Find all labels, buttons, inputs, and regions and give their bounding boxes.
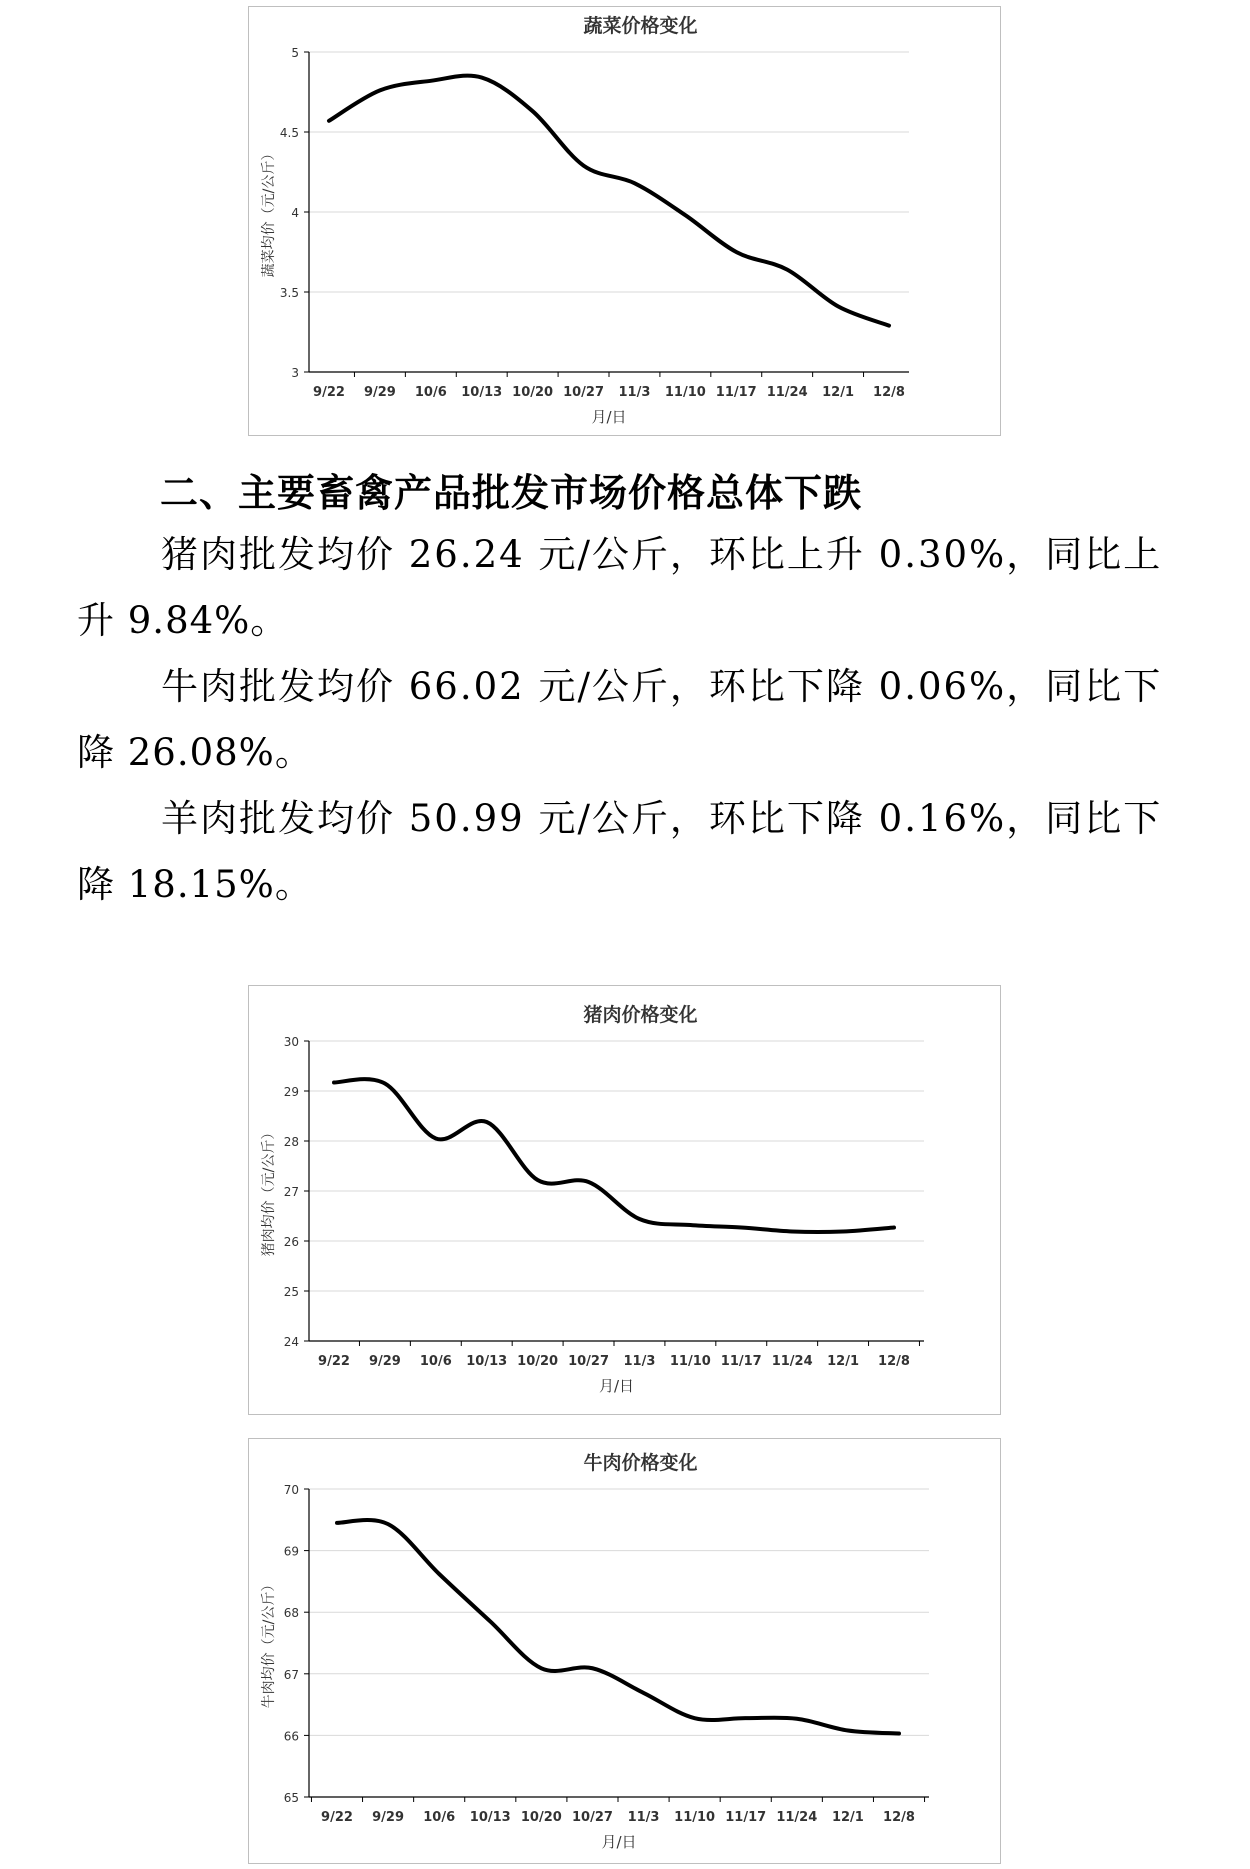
y-tick-label: 24 — [283, 1335, 299, 1349]
x-tick-label: 11/3 — [623, 1354, 656, 1369]
data-point — [683, 213, 687, 217]
vegetable-price-chart — [248, 6, 1001, 436]
x-axis-label: 月/日 — [591, 408, 627, 426]
x-tick-label: 9/22 — [321, 1810, 353, 1825]
x-tick-label: 10/6 — [423, 1810, 456, 1825]
pork-price-chart — [248, 985, 1001, 1415]
x-tick-label: 11/24 — [771, 1354, 813, 1369]
beef-paragraph-line1: 牛肉批发均价 66.02 元/公斤，环比下降 0.06%，同比下 — [161, 665, 1163, 708]
y-tick-label: 70 — [283, 1483, 299, 1497]
data-point — [429, 79, 433, 83]
x-tick-label: 10/27 — [568, 1354, 610, 1369]
y-tick-label: 4.5 — [279, 126, 299, 140]
x-tick-label: 11/10 — [674, 1810, 716, 1825]
x-tick-label: 11/24 — [776, 1810, 818, 1825]
data-point — [536, 1178, 540, 1182]
data-point — [632, 181, 636, 185]
beef-paragraph — [77, 654, 1177, 786]
x-tick-label: 10/20 — [520, 1810, 562, 1825]
data-point — [846, 1728, 850, 1732]
y-tick-label: 4 — [291, 206, 299, 220]
data-point — [485, 1120, 489, 1124]
x-tick-label: 10/13 — [466, 1354, 508, 1369]
data-point — [488, 1619, 492, 1623]
y-tick-label: 66 — [283, 1729, 299, 1744]
x-tick-label: 10/20 — [512, 385, 554, 400]
data-point — [836, 304, 840, 308]
data-point — [437, 1572, 441, 1576]
y-tick-label: 26 — [283, 1235, 299, 1249]
data-point — [642, 1691, 646, 1695]
y-tick-label: 3 — [291, 366, 299, 380]
x-tick-label: 12/1 — [831, 1810, 864, 1825]
data-point — [892, 1226, 896, 1230]
x-tick-label: 9/29 — [368, 1354, 401, 1369]
data-point — [582, 164, 586, 168]
pork-paragraph-line2: 升 9.84%。 — [77, 599, 289, 642]
y-tick-label: 65 — [283, 1791, 299, 1805]
x-tick-label: 11/17 — [715, 385, 757, 400]
x-tick-label: 9/29 — [372, 1810, 405, 1825]
data-point — [795, 1717, 799, 1721]
x-tick-label: 11/10 — [664, 385, 706, 400]
beef-price-series-line — [337, 1520, 899, 1734]
x-tick-label: 10/13 — [461, 385, 503, 400]
data-point — [539, 1666, 543, 1670]
y-tick-label: 25 — [283, 1285, 299, 1299]
y-tick-label: 27 — [283, 1185, 299, 1199]
data-point — [590, 1666, 594, 1670]
data-point — [841, 1230, 845, 1234]
data-point — [378, 88, 382, 92]
y-axis-label: 猪肉均价（元/公斤） — [261, 1125, 277, 1257]
y-tick-label: 28 — [283, 1135, 299, 1149]
pork-paragraph-line1: 猪肉批发均价 26.24 元/公斤，环比上升 0.30%，同比上 — [161, 533, 1163, 576]
data-point — [335, 1521, 339, 1525]
y-tick-label: 29 — [283, 1085, 299, 1099]
data-point — [327, 119, 331, 123]
x-tick-label: 12/8 — [873, 385, 905, 400]
y-tick-label: 30 — [283, 1035, 299, 1049]
x-tick-label: 9/29 — [363, 385, 396, 400]
x-tick-label: 10/6 — [419, 1354, 452, 1369]
x-tick-label: 10/27 — [571, 1810, 613, 1825]
chart-title: 牛肉价格变化 — [583, 1452, 698, 1474]
data-point — [386, 1522, 390, 1526]
data-point — [887, 324, 891, 328]
x-tick-label: 11/10 — [669, 1354, 711, 1369]
data-point — [531, 109, 535, 113]
data-point — [587, 1180, 591, 1184]
y-tick-label: 69 — [283, 1544, 299, 1559]
vegetable-price-series-line — [329, 76, 889, 326]
x-tick-label: 12/1 — [822, 385, 855, 400]
x-tick-label: 12/1 — [827, 1354, 860, 1369]
x-tick-label: 11/24 — [766, 385, 808, 400]
pork-paragraph — [77, 522, 1177, 654]
beef-paragraph-line2: 降 26.08%。 — [77, 731, 313, 774]
y-tick-label: 68 — [283, 1606, 299, 1621]
data-point — [688, 1223, 692, 1227]
data-point — [744, 1716, 748, 1720]
vegetable-price-chart-svg — [249, 7, 1002, 437]
x-tick-label: 9/22 — [313, 385, 345, 400]
data-point — [693, 1716, 697, 1720]
data-point — [790, 1230, 794, 1234]
y-tick-label: 3.5 — [279, 286, 299, 300]
y-tick-label: 67 — [283, 1667, 299, 1682]
mutton-paragraph-line1: 羊肉批发均价 50.99 元/公斤，环比下降 0.16%，同比下 — [161, 797, 1163, 840]
pork-price-series-line — [334, 1079, 894, 1232]
section-heading: 二、主要畜禽产品批发市场价格总体下跌 — [160, 471, 863, 515]
data-point — [734, 250, 738, 254]
data-point — [434, 1137, 438, 1141]
y-tick-label: 5 — [291, 46, 299, 60]
x-tick-label: 11/3 — [627, 1810, 660, 1825]
x-tick-label: 10/20 — [517, 1354, 559, 1369]
chart-title: 蔬菜价格变化 — [583, 15, 698, 37]
y-axis-label: 蔬菜均价（元/公斤） — [261, 146, 277, 278]
data-point — [332, 1081, 336, 1085]
x-tick-label: 9/22 — [318, 1354, 350, 1369]
data-point — [480, 76, 484, 80]
x-tick-label: 12/8 — [883, 1810, 915, 1825]
pork-price-chart-svg — [249, 986, 1002, 1416]
data-point — [383, 1082, 387, 1086]
beef-price-chart — [248, 1438, 1001, 1864]
data-point — [637, 1217, 641, 1221]
data-point — [897, 1732, 901, 1736]
x-axis-label: 月/日 — [601, 1833, 637, 1851]
data-point — [785, 268, 789, 272]
x-tick-label: 11/3 — [618, 385, 651, 400]
beef-price-chart-svg — [249, 1439, 1002, 1865]
x-axis-label: 月/日 — [598, 1377, 635, 1395]
mutton-paragraph-line2: 降 18.15%。 — [77, 863, 313, 906]
mutton-paragraph — [77, 786, 1177, 918]
x-tick-label: 11/17 — [725, 1810, 767, 1825]
x-tick-label: 10/13 — [469, 1810, 511, 1825]
data-point — [739, 1226, 743, 1230]
x-tick-label: 10/27 — [563, 385, 605, 400]
x-tick-label: 10/6 — [414, 385, 447, 400]
chart-title: 猪肉价格变化 — [583, 1004, 698, 1026]
x-tick-label: 12/8 — [878, 1354, 910, 1369]
x-tick-label: 11/17 — [720, 1354, 762, 1369]
y-axis-label: 牛肉均价（元/公斤） — [261, 1577, 277, 1709]
